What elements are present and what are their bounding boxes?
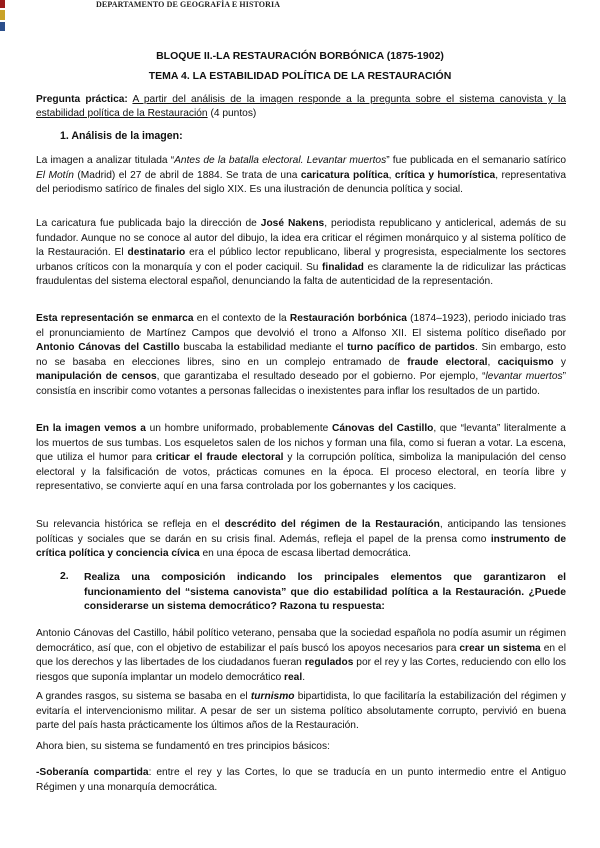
text-span: en una época de escasa libertad democrática. [199, 548, 411, 560]
question-points: (4 puntos) [210, 107, 257, 119]
text-span: en el contexto de la [193, 313, 290, 324]
text-span: es claramente la de ridiculizar las prácticas fraudulentas del sistema electoral español, denunciando la falta de autenticidad de la representación. [36, 261, 566, 288]
bold-span: Antonio Cánovas del Castillo [36, 342, 180, 354]
bold-span: En la imagen vemos a [36, 423, 146, 434]
text-span: La imagen a analizar titulada “ [36, 155, 175, 166]
paragraph-6 [36, 627, 566, 685]
bold-italic-span: turnismo [250, 691, 295, 702]
bold-span: criticar el fraude electoral [156, 452, 284, 464]
bold-span: fraude electoral [407, 356, 488, 368]
paragraph-2 [36, 217, 566, 290]
text-span: . Sin embargo, esto no se basaba en elecciones libres, sino en un complejo entramado de [36, 342, 567, 368]
bloque-title: BLOQUE II.-LA RESTAURACIÓN BORBÓNICA (1875-1902) [156, 50, 444, 62]
bold-span: crear un sistema [459, 642, 541, 654]
text-span: era el público lector republicano, liberal y progresista, especialmente los sectores urbanos críticos con la monarquía y con el poder caciquil. Su [36, 247, 567, 273]
bold-span: caciquismo [497, 356, 554, 368]
text-span: La caricatura fue publicada bajo la dirección de [36, 218, 261, 229]
paragraph-1 [36, 154, 566, 198]
bold-span: turno pacífico de partidos [347, 342, 475, 354]
text-span: buscaba la estabilidad mediante el [179, 342, 348, 354]
text-span: , que garantizaba el resultado deseado por el gobierno. Por ejemplo, “ [156, 371, 486, 383]
bold-span: -Soberanía compartida [36, 767, 149, 778]
text-span: un hombre uniformado, probablemente [145, 423, 333, 434]
bold-span: destinatario [127, 247, 186, 259]
text-span: A grandes rasgos, su sistema se basaba en el [36, 691, 251, 702]
text-span: bipartidista, lo que facilitaría la estabilización del régimen y evitaría el intervencionismo militar. A pesar de ser un sistema político absolutamente corrupto, pervivió en buena parte del país hasta prácticamente los últimos años de la Restauración. [36, 691, 566, 732]
text-span: Antonio Cánovas del Castillo, hábil político veterano, pensaba que la sociedad española no podía asumir un régimen democrático, así que, con el objetivo de estabilizar el país buscó los apoyos necesarios para [36, 628, 566, 654]
bold-span: instrumento de crítica política y conciencia cívica [36, 533, 566, 560]
paragraph-5 [36, 518, 566, 562]
text-span: , [388, 169, 395, 181]
question-text: A partir del análisis de la imagen responde a la pregunta sobre el sistema canovista y la estabilidad política de la Restauración [36, 94, 566, 119]
paragraph-4 [36, 422, 566, 495]
bold-span: regulados [304, 657, 354, 669]
text-span: , que “levanta” literalmente a los muertos de sus tumbas. Los esqueletos salen de los nichos y forman una fila, como si fueran a votar. La escena, que utiliza el humor para [36, 423, 566, 464]
text-span: y [553, 356, 566, 368]
bold-span: José Nakens [260, 218, 325, 229]
text-span: en el que los derechos y las libertades de los ciudadanos fueran [36, 642, 566, 669]
bold-span: descrédito del régimen de la Restauración [224, 519, 440, 530]
text-span: , [487, 356, 498, 368]
text-span: , periodista republicano y anticlerical, además de su fundador. Aunque no se conoce al autor del dibujo, la idea era criticar el régimen monárquico y al sistema político de la Restauración. El [36, 218, 567, 259]
logo-fragment [0, 0, 6, 34]
section-2-number: 2. [60, 571, 69, 582]
tema-title: TEMA 4. LA ESTABILIDAD POLÍTICA DE LA RESTAURACIÓN [148, 70, 452, 82]
bold-span: crítica y humorística [394, 169, 496, 181]
text-span: Su relevancia histórica se refleja en el [36, 519, 225, 530]
text-span: , anticipando las tensiones políticas y sociales que se darán en su crisis final. Además, refleja el papel de la prensa como [36, 519, 566, 545]
text-span: : entre el rey y las Cortes, lo que se traducía en un punto intermedio entre el Antiguo Régimen y una monarquía democrática. [36, 767, 566, 793]
paragraph-9 [36, 766, 566, 795]
practical-question [36, 93, 566, 121]
italic-span: levantar muertos [485, 371, 563, 383]
bold-span: real [284, 671, 303, 683]
text-span: , representativa del periodismo satírico de finales del siglo XIX. Es una ilustración de denuncia política y social. [36, 169, 567, 196]
section-1-heading: 1. Análisis de la imagen: [60, 130, 183, 142]
paragraph-7 [36, 690, 566, 734]
text-span: por el rey y las Cortes, reduciendo con ello los riesgos que suponía implantar un modelo democrático [36, 657, 566, 683]
department-header: DEPARTAMENTO DE GEOGRAFÍA E HISTORIA [96, 0, 281, 9]
bold-span: caricatura política [300, 169, 389, 181]
bold-span: Restauración borbónica [289, 313, 407, 324]
bold-span: Cánovas del Castillo [332, 423, 434, 434]
bold-span: Esta representación se enmarca [36, 313, 194, 324]
bold-span: manipulación de censos [36, 371, 157, 383]
text-span: . [302, 671, 306, 683]
artwork-title: Antes de la batalla electoral. Levantar muertos [174, 155, 387, 166]
section-2-question: Realiza una composición indicando los principales elementos que garantizaron el funcionamiento del “sistema canovista” que dio estabilidad política a la Restauración. ¿Puede considerarse un sistema democrático? Razona tu respuesta: [84, 572, 566, 613]
text-span: (1874–1923), periodo iniciado tras el pronunciamiento de Martínez Campos que devolvió el trono a Alfonso XII. El sistema político diseñado por [36, 313, 566, 339]
text-span: ” fue publicada en el semanario satírico [386, 155, 566, 166]
text-span: ” consistía en inscribir como votantes a personas fallecidas o inexistentes para inflar los resultados de un partido. [36, 371, 566, 397]
paragraph-8: Ahora bien, su sistema se fundamentó en tres principios básicos: [36, 741, 330, 752]
text-span: (Madrid) el 27 de abril de 1884. Se trata de una [73, 169, 301, 181]
paragraph-3 [36, 312, 566, 400]
publication-name: El Motín [36, 169, 74, 181]
bold-span: finalidad [322, 261, 364, 273]
text-span: y la corrupción política, simboliza la manipulación del censo electoral y la falsificación de votos, prácticas comunes en la época. El proceso electoral, en teoría libre y representativo, se convierte aquí en una farsa controlada por los gobernantes y los caciques. [36, 452, 566, 493]
question-label: Pregunta práctica: [36, 94, 128, 105]
